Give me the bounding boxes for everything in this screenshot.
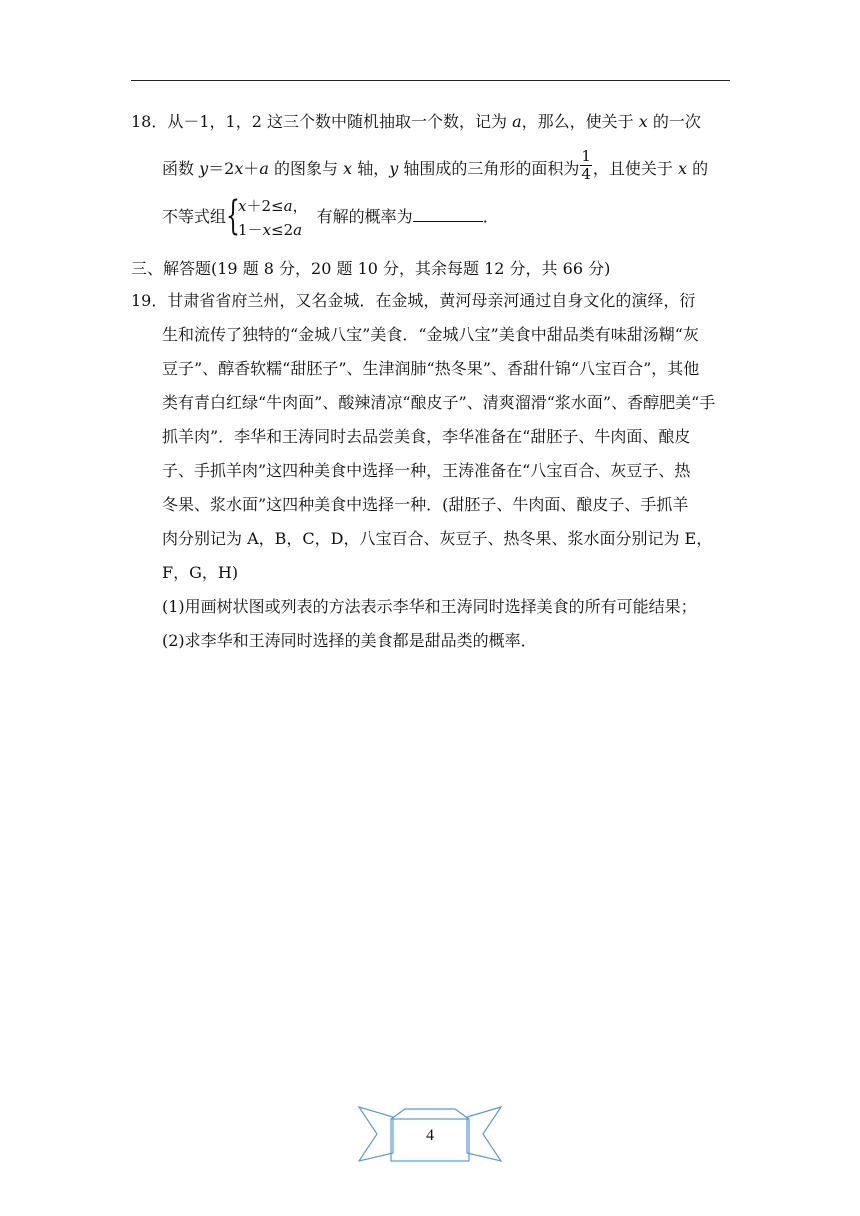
q18-var-x: x — [343, 159, 353, 178]
q18-line-2 — [162, 147, 709, 187]
area-fraction — [580, 148, 592, 183]
q18-var-y: y — [199, 159, 209, 178]
q18-var-a: a — [259, 159, 269, 178]
q19-line: 子、手抓羊肉”这四种美食中选择一种，王涛准备在“八宝百合、灰豆子、热 — [162, 461, 691, 480]
ineq-text: 1－ — [238, 220, 263, 239]
q18-text: ． — [482, 207, 499, 226]
var-a: a — [293, 220, 303, 239]
q18-text: ，且使关于 — [592, 159, 679, 178]
q18-text: 有解的概率为 — [316, 207, 413, 226]
var-a: a — [283, 196, 293, 215]
q18-text: 轴围成的三角形的面积为 — [398, 159, 580, 178]
header-rule — [131, 80, 730, 81]
q18-text: 轴， — [352, 159, 390, 178]
var-x: x — [238, 196, 247, 215]
q18-text: 不等式组 — [162, 207, 227, 226]
q18-text: ，那么，使关于 — [521, 112, 639, 131]
q19-line: 类有青白红绿“牛肉面”、酸辣清凉“酿皮子”、清爽溜滑“浆水面”、香醇肥美“手 — [162, 393, 716, 412]
q19-line: 豆子”、醇香软糯“甜胚子”、生津润肺“热冬果”、香甜什锦“八宝百合”，其他 — [162, 359, 700, 378]
q19-line: 生和流传了独特的“金城八宝”美食．“金城八宝”美食中甜品类有味甜汤糊“灰 — [162, 325, 699, 344]
q19-line: 冬果、浆水面”这四种美食中选择一种．(甜胚子、牛肉面、酿皮子、手抓羊 — [162, 495, 689, 514]
answer-blank[interactable] — [413, 207, 483, 222]
inequality-1 — [238, 194, 308, 218]
q19-line: 19．甘肃省省府兰州，又名金城．在金城，黄河母亲河通过自身文化的演绎，衍 — [131, 291, 696, 310]
q18-text: 的一次 — [647, 112, 701, 131]
q19-line: 肉分别记为 A，B，C，D，八宝百合、灰豆子、热冬果、浆水面分别记为 E， — [162, 529, 713, 548]
q19-line: F，G，H) — [162, 563, 239, 582]
q19-subquestion-2: (2)求李华和王涛同时选择的美食都是甜品类的概率． — [162, 631, 537, 650]
ineq-text: ， — [292, 196, 308, 215]
q18-text: 函数 — [162, 159, 200, 178]
inequality-2 — [238, 218, 308, 242]
ineq-text: ＋2≤ — [246, 196, 284, 215]
q18-var-a: a — [512, 112, 522, 131]
q19-line: 抓羊肉”．李华和王涛同时去品尝美食，李华准备在“甜胚子、牛肉面、酿皮 — [162, 427, 691, 446]
inequality-system — [226, 193, 308, 242]
ineq-text: ≤2 — [271, 220, 294, 239]
q18-line-3 — [162, 193, 499, 242]
q18-var-x: x — [638, 112, 648, 131]
q18-text: 的图象与 — [268, 159, 344, 178]
q18-text: ＋ — [243, 159, 260, 178]
q18-text: 18．从－1，1，2 这三个数中随机抽取一个数，记为 — [131, 112, 513, 131]
brace-icon: { — [226, 192, 241, 239]
q18-text: ＝2 — [208, 159, 235, 178]
q18-var-x: x — [234, 159, 244, 178]
q18-var-y: y — [389, 159, 399, 178]
page-number: 4 — [426, 1127, 434, 1144]
fraction-denominator: 4 — [581, 165, 591, 183]
q18-line-1 — [131, 112, 701, 132]
q18-var-x: x — [678, 159, 688, 178]
q19-subquestion-1: (1)用画树状图或列表的方法表示李华和王涛同时选择美食的所有可能结果； — [162, 597, 697, 616]
var-x: x — [262, 220, 272, 239]
section-heading: 三、解答题(19 题 8 分，20 题 10 分，其余每题 12 分，共 66 分) — [131, 259, 611, 278]
q18-text: 的 — [687, 159, 709, 178]
fraction-numerator: 1 — [581, 147, 591, 165]
